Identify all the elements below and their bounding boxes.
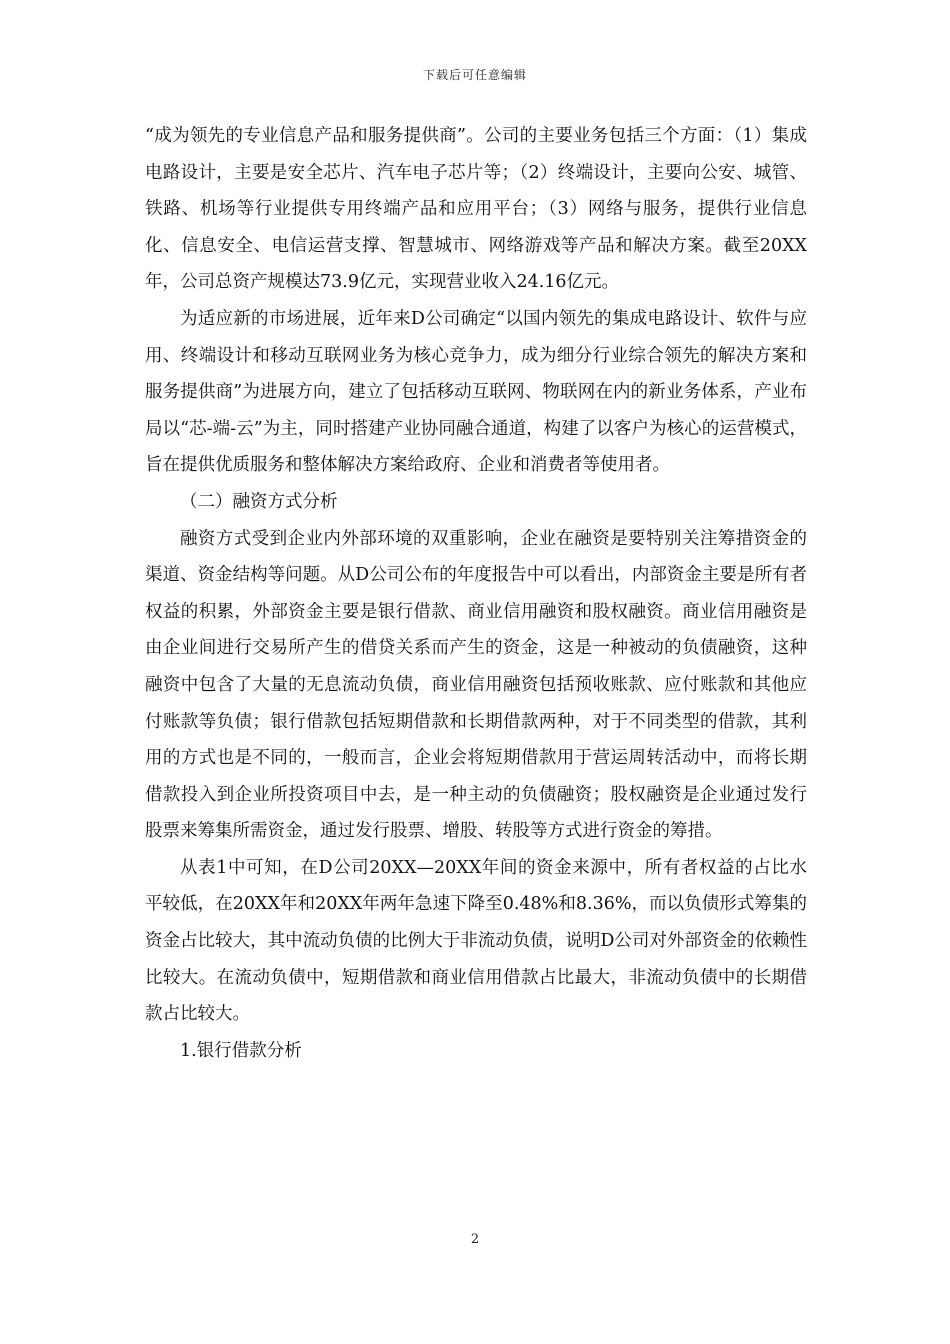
document-body bbox=[145, 118, 807, 1069]
paragraph-business-overview: “成为领先的专业信息产品和服务提供商”。公司的主要业务包括三个方面：（1）集成电路设计，主要是安全芯片、汽车电子芯片等；（2）终端设计，主要向公安、城管、铁路、机场等行业提供专用终端产品和应用平台；（3）网络与服务，提供行业信息化、信息安全、电信运营支撑、智慧城市、网络游戏等产品和解决方案。截至20XX年，公司总资产规模达73.9亿元，实现营业收入24.16亿元。 bbox=[145, 126, 807, 293]
page-number: 2 bbox=[470, 1232, 480, 1247]
paragraph-table-analysis: 从表1中可知，在D公司20XX—20XX年间的资金来源中，所有者权益的占比水平较低，在20XX年和20XX年两年急速下降至0.48%和8.36%，而以负债形式筹集的资金占比较大，其中流动负债的比例大于非流动负债，说明D公司对外部资金的依赖性比较大。在流动负债中，短期借款和商业信用借款占比最大，非流动负债中的长期借款占比较大。 bbox=[145, 857, 807, 1025]
section-heading-financing-analysis: （二）融资方式分析 bbox=[180, 491, 338, 512]
subsection-heading-bank-loans: 1.银行借款分析 bbox=[180, 1040, 302, 1061]
header-note: 下载后可任意编辑 bbox=[422, 68, 527, 82]
paragraph-financing-methods: 融资方式受到企业内外部环境的双重影响，企业在融资是要特别关注筹措资金的渠道、资金结构等问题。从D公司公布的年度报告中可以看出，内部资金主要是所有者权益的积累，外部资金主要是银行借款、商业信用融资和股权融资。商业信用融资是由企业间进行交易所产生的借贷关系而产生的资金，这是一种被动的负债融资，这种融资中包含了大量的无息流动负债，商业信用融资包括预收账款、应付账款和其他应付账款等负债；银行借款包括短期借款和长期借款两种，对于不同类型的借款，其利用的方式也是不同的，一般而言，企业会将短期借款用于营运周转活动中，而将长期借款投入到企业所投资项目中去，是一种主动的负债融资；股权融资是企业通过发行股票来筹集所需资金，通过发行股票、增股、转股等方式进行资金的筹措。 bbox=[145, 528, 807, 842]
paragraph-development-direction: 为适应新的市场进展，近年来D公司确定“以国内领先的集成电路设计、软件与应用、终端设计和移动互联网业务为核心竞争力，成为细分行业综合领先的解决方案和服务提供商”为进展方向，建立了包括移动互联网、物联网在内的新业务体系，产业布局以“芯-端-云”为主，同时搭建产业协同融合通道，构建了以客户为核心的运营模式，旨在提供优质服务和整体解决方案给政府、企业和消费者等使用者。 bbox=[145, 308, 807, 476]
